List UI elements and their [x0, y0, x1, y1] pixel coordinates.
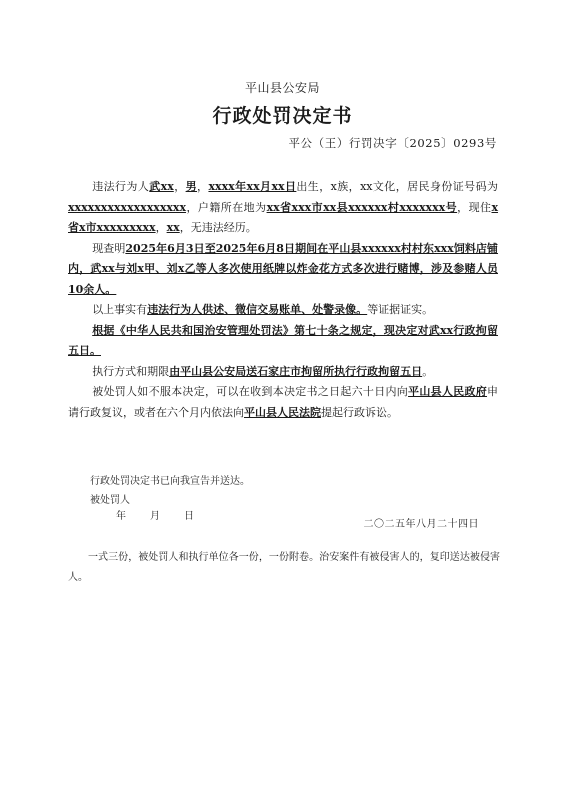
text: ，户籍所在地为: [186, 200, 267, 214]
residence-detail: xx: [166, 221, 180, 234]
evidence-paragraph: [68, 300, 498, 321]
execution-method: 由平山县公安局送石家庄市拘留所执行行政拘留五日: [169, 364, 423, 378]
offender-sex: 男: [185, 180, 198, 193]
decision-paragraph: [68, 321, 498, 362]
offender-signature-label: 被处罚人: [90, 495, 130, 506]
text: ，: [173, 180, 186, 193]
issue-date: 二〇二五年八月二十四日: [363, 519, 479, 530]
copies-footnote: 一式三份，被处罚人和执行单位各一份，一份附卷。治安案件有被侵害人的，复印送达被侵害人。: [68, 552, 500, 583]
text: 执行方式和期限: [92, 364, 170, 378]
appeal-paragraph: [68, 382, 498, 423]
facts-paragraph: [68, 239, 498, 301]
text: 提起行政诉讼。: [321, 405, 398, 419]
document-number: 平公（王）行罚决字〔2025〕0293号: [288, 136, 497, 150]
text: ，无违法经历。: [179, 221, 257, 234]
text: 违法行为人: [92, 180, 150, 193]
signature-month: 月: [150, 511, 160, 522]
signature-year: 年: [116, 511, 126, 522]
signature-date-fields: [116, 507, 194, 522]
text: 现查明: [92, 241, 126, 255]
text: 。: [422, 364, 434, 378]
signature-day: 日: [184, 511, 194, 522]
residence-address: x省x市xxxxxxxxx: [68, 200, 499, 234]
offender-id-number: xxxxxxxxxxxxxxxxxx: [68, 200, 187, 214]
offender-name: 武xx: [149, 180, 174, 193]
text: 被处罚人如不服本决定，可以在收到本决定书之日起六十日内向: [92, 385, 409, 398]
offender-paragraph: [68, 177, 498, 239]
text: 出生，x族，xx文化，居民身份证号码为: [296, 180, 499, 193]
delivery-acknowledgement: 行政处罚决定书已向我宣告并送达。: [90, 476, 250, 487]
text: ，: [197, 180, 209, 193]
document-title: 行政处罚决定书: [212, 105, 353, 127]
text: ，现住: [457, 200, 492, 214]
court-name: 平山县人民法院: [244, 405, 321, 419]
execution-paragraph: [68, 362, 498, 383]
offender-birthdate: xxxx年xx月xx日: [208, 180, 297, 193]
text: 申请行政复议，或者在六个月内依法向: [68, 385, 499, 419]
text: ，: [155, 221, 167, 234]
review-authority: 平山县人民政府: [408, 385, 488, 398]
text: 以上事实有: [92, 303, 148, 316]
decision-body: [68, 177, 498, 423]
decision-text: 根据《中华人民共和国治安管理处罚法》第七十条之规定，现决定对武xx行政拘留五日。: [68, 323, 498, 357]
household-address: xx省xxx市xx县xxxxxx村xxxxxxx号: [266, 200, 458, 214]
text: 等证据证实。: [367, 303, 434, 316]
evidence-list: 违法行为人供述、微信交易账单、处警录像。: [147, 303, 368, 316]
facts-finding: 2025年6月3日至2025年6月8日期间在平山县xxxxxx村村东xxx饲料店铺内，武xx与刘x甲、刘x乙等人多次使用纸牌以炸金花方式多次进行赌博，涉及参赌人员10余人。: [68, 241, 499, 296]
issuing-agency: 平山县公安局: [244, 81, 320, 95]
